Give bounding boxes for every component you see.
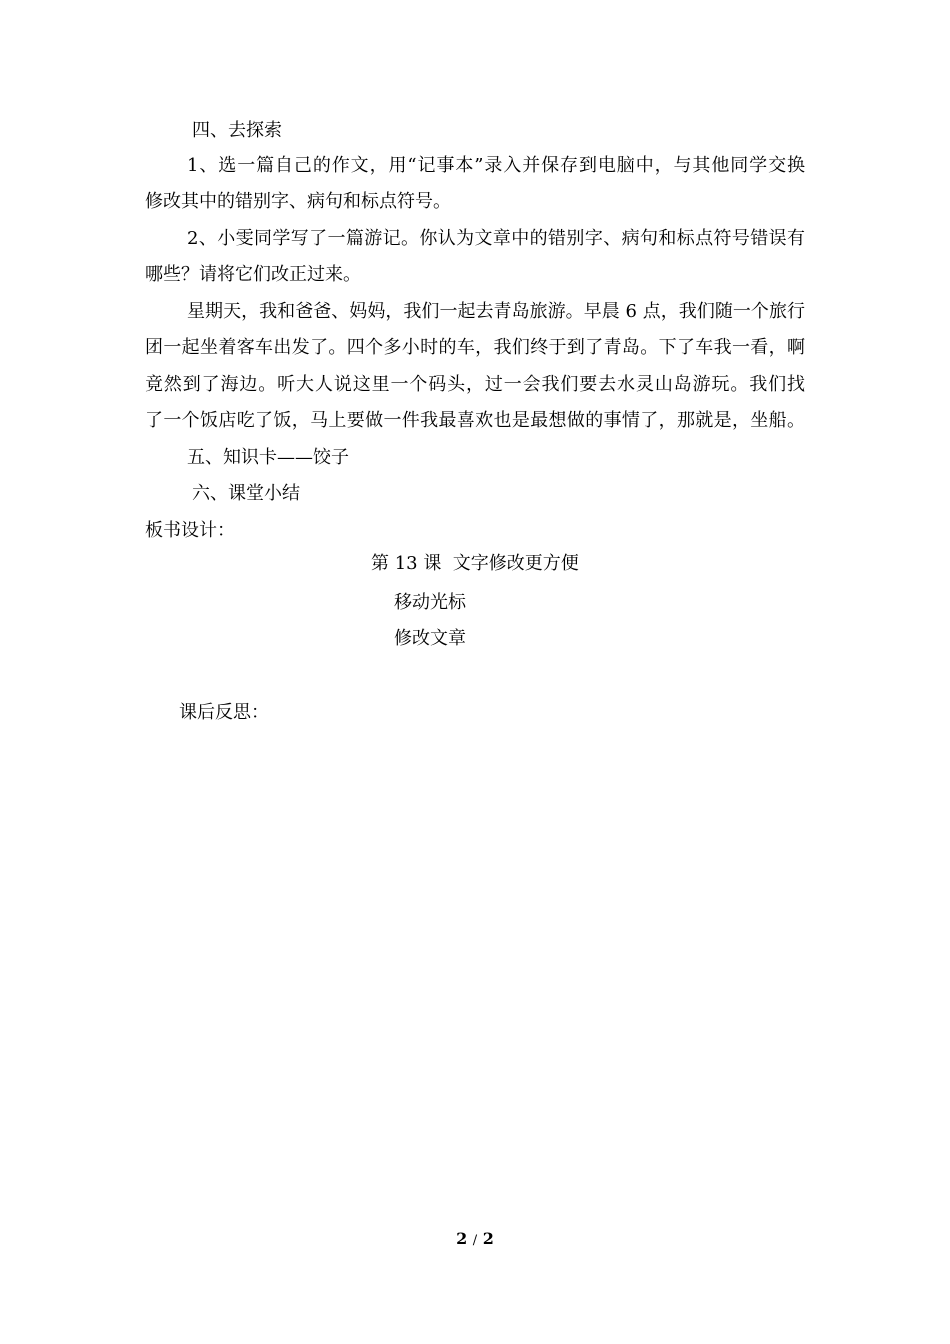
story-line1: 星期天，我和爸爸、妈妈，我们一起去青岛旅游。早晨 6 点，我们随一个旅行: [187, 301, 805, 322]
story-line2: 团一起坐着客车出发了。四个多小时的车，我们终于到了青岛。下了车我一看，啊: [145, 337, 805, 358]
board-design-label: 板书设计：: [145, 520, 235, 541]
story-line3: 竟然到了海边。听大人说这里一个码头，过一会我们要去水灵山岛游玩。我们找: [145, 374, 805, 395]
board-title: 第 13 课 文字修改更方便: [371, 553, 579, 574]
board-item-edit-article: 修改文章: [394, 628, 466, 649]
item1-line2: 修改其中的错别字、病句和标点符号。: [145, 191, 451, 212]
reflection-label: 课后反思：: [179, 702, 269, 723]
section4-heading: 四、去探索: [192, 120, 282, 141]
item1-line1: 1、选一篇自己的作文，用“记事本”录入并保存到电脑中，与其他同学交换: [187, 155, 805, 176]
item2-line1: 2、小雯同学写了一篇游记。你认为文章中的错别字、病句和标点符号错误有: [187, 228, 805, 249]
page-number: [0, 1227, 950, 1253]
section6-heading: 六、课堂小结: [192, 483, 300, 504]
page-separator: /: [472, 1233, 478, 1248]
story-line4: 了一个饭店吃了饭，马上要做一件我最喜欢也是最想做的事情了，那就是，坐船。: [145, 410, 805, 431]
section5-heading: 五、知识卡——饺子: [187, 447, 349, 468]
board-item-move-cursor: 移动光标: [394, 592, 466, 613]
item2-line2: 哪些？请将它们改正过来。: [145, 264, 361, 285]
total-pages: 2: [482, 1229, 494, 1248]
current-page: 2: [456, 1229, 468, 1248]
